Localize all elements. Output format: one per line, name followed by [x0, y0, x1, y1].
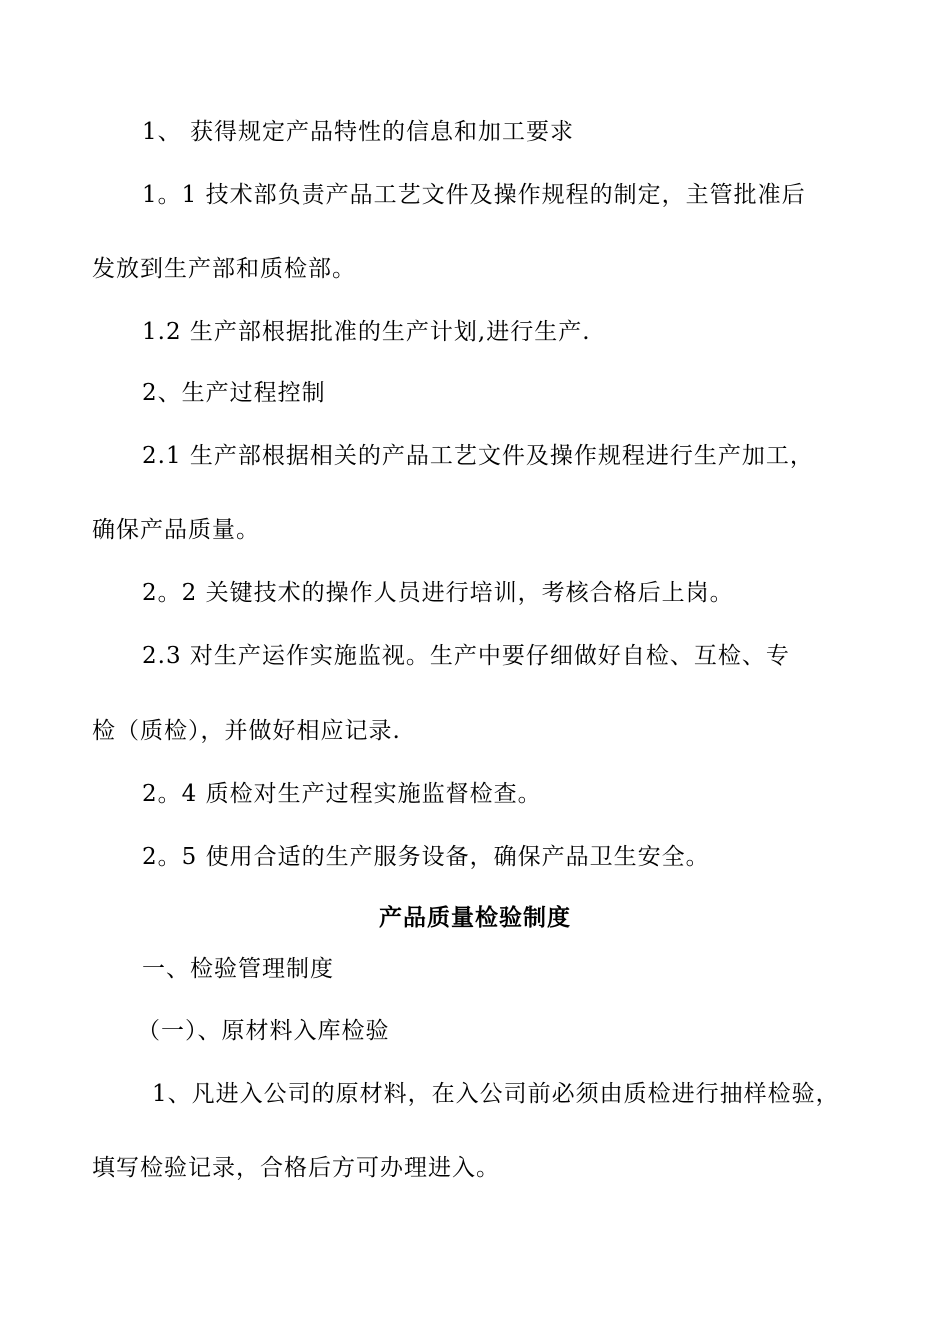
section-paragraph-2: （一）、原材料入库检验: [137, 1018, 390, 1044]
paragraph-2-5: 2。5 使用合适的生产服务设备，确保产品卫生安全。: [142, 844, 710, 870]
section-paragraph-3: 1、凡进入公司的原材料，在入公司前必须由质检进行抽样检验，: [152, 1081, 840, 1107]
paragraph-1-heading: 1、 获得规定产品特性的信息和加工要求: [142, 119, 574, 145]
paragraph-1-1-continued: 发放到生产部和质检部。: [92, 256, 356, 282]
paragraph-2-2: 2。2 关键技术的操作人员进行培训，考核合格后上岗。: [142, 580, 734, 606]
paragraph-2-3: 2.3 对生产运作实施监视。生产中要仔细做好自检、互检、专: [142, 643, 790, 669]
paragraph-2-1: 2.1 生产部根据相关的产品工艺文件及操作规程进行生产加工，: [142, 443, 814, 469]
section-title: 产品质量检验制度: [379, 905, 571, 931]
section-paragraph-3-continued: 填写检验记录，合格后方可办理进入。: [92, 1155, 500, 1181]
paragraph-2-4: 2。4 质检对生产过程实施监督检查。: [142, 781, 542, 807]
paragraph-1-1: 1。1 技术部负责产品工艺文件及操作规程的制定，主管批准后: [142, 182, 806, 208]
paragraph-2-heading: 2、生产过程控制: [142, 380, 326, 406]
paragraph-1-2: 1.2 生产部根据批准的生产计划,进行生产.: [142, 319, 591, 345]
paragraph-2-1-continued: 确保产品质量。: [92, 517, 260, 543]
section-paragraph-1: 一、检验管理制度: [142, 956, 334, 982]
paragraph-2-3-continued: 检（质检），并做好相应记录.: [92, 718, 401, 744]
